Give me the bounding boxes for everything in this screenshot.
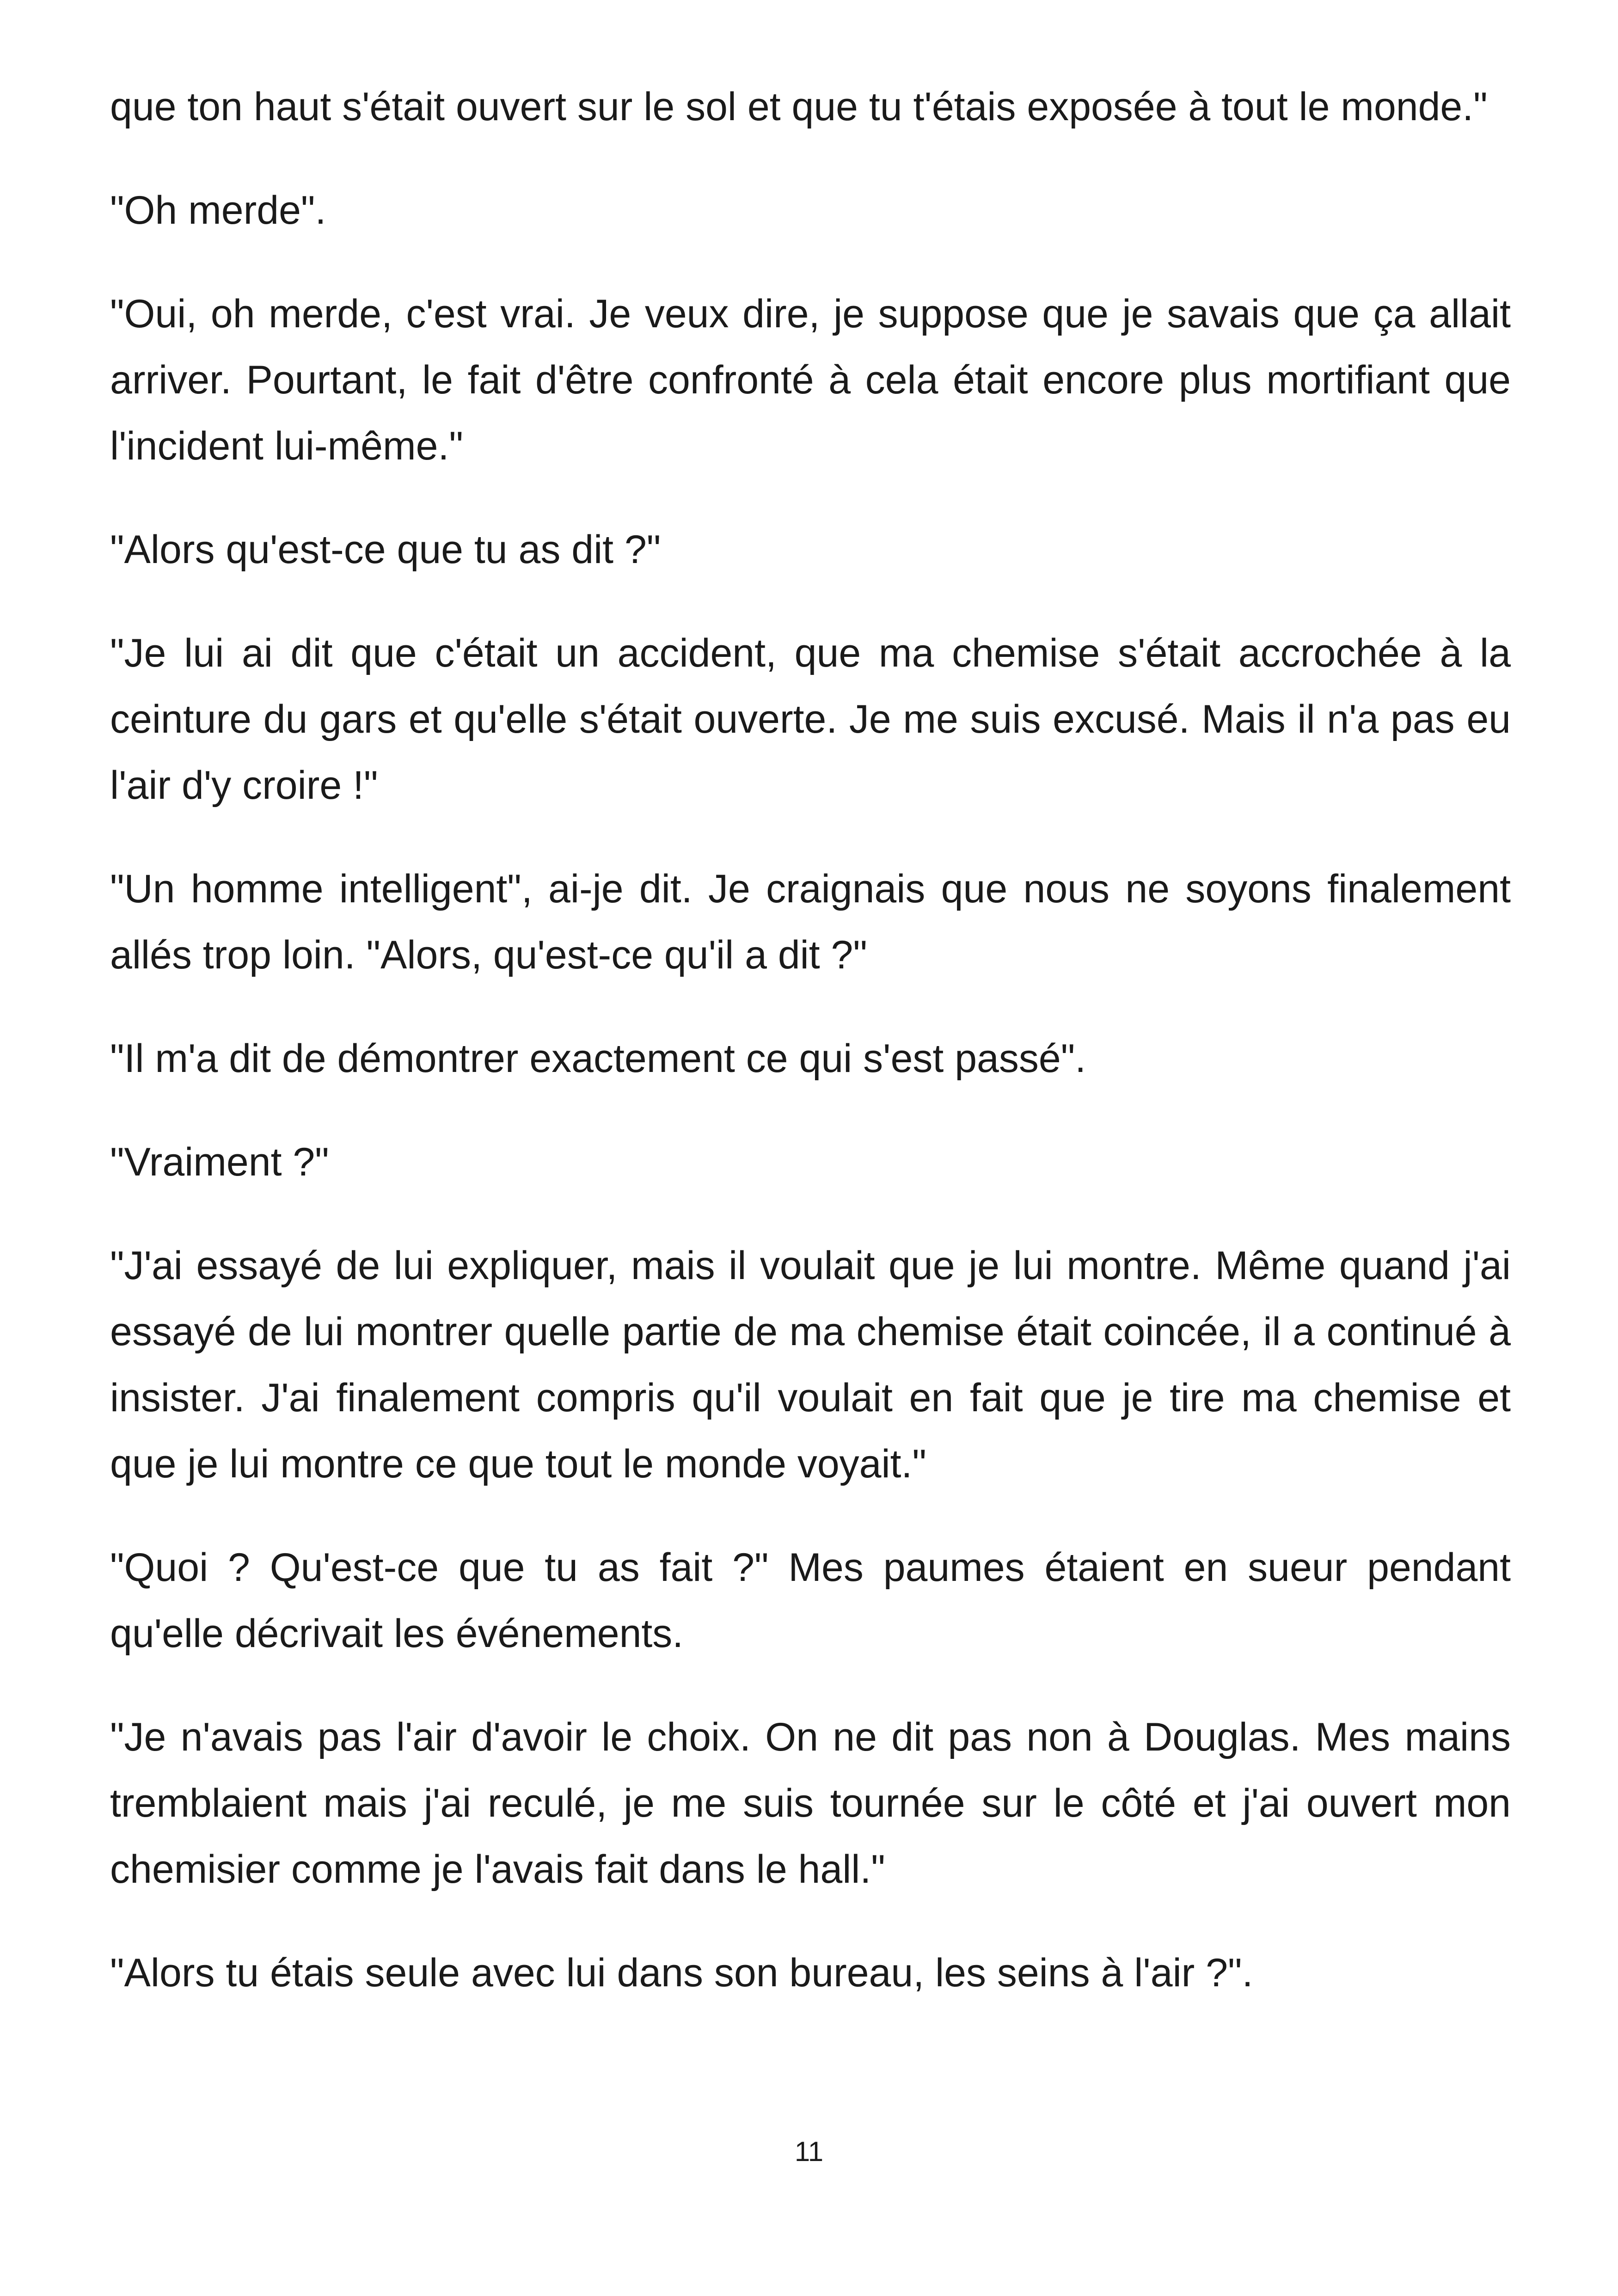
paragraph-1: que ton haut s'était ouvert sur le sol et que tu t'étais exposée à tout le monde." bbox=[110, 85, 1488, 129]
page-number: 11 bbox=[794, 2136, 824, 2167]
paragraph-2: "Oh merde". bbox=[110, 188, 326, 233]
paragraph-4: "Alors qu'est-ce que tu as dit ?" bbox=[110, 527, 661, 572]
paragraph-11: "Je n'avais pas l'air d'avoir le choix. On ne dit pas non à Douglas. Mes mains tremblaient mais j'ai reculé, je me suis tournée sur le côté et j'ai ouvert mon chemisier comme je l'avais fait dans le hall." bbox=[110, 1715, 1511, 1892]
paragraph-8: "Vraiment ?" bbox=[110, 1140, 329, 1184]
paragraph-10: "Quoi ? Qu'est-ce que tu as fait ?" Mes paumes étaient en sueur pendant qu'elle décrivait les événements. bbox=[110, 1545, 1511, 1656]
paragraph-5: "Je lui ai dit que c'était un accident, que ma chemise s'était accrochée à la ceinture du gars et qu'elle s'était ouverte. Je me suis excusé. Mais il n'a pas eu l'air d'y croire !" bbox=[110, 631, 1511, 808]
paragraph-9: "J'ai essayé de lui expliquer, mais il voulait que je lui montre. Même quand j'ai essayé de lui montrer quelle partie de ma chemise était coincée, il a continué à insister. J'ai finalement compris qu'il voulait en fait que je tire ma chemise et que je lui montre ce que tout le monde voyait." bbox=[110, 1243, 1511, 1486]
paragraph-3: "Oui, oh merde, c'est vrai. Je veux dire, je suppose que je savais que ça allait arriver. Pourtant, le fait d'être confronté à cela était encore plus mortifiant que l'incident lui-même." bbox=[110, 292, 1511, 468]
paragraph-12: "Alors tu étais seule avec lui dans son bureau, les seins à l'air ?". bbox=[110, 1951, 1253, 1995]
body-text bbox=[110, 74, 1511, 2044]
paragraph-6: "Un homme intelligent", ai-je dit. Je craignais que nous ne soyons finalement allés trop loin. "Alors, qu'est-ce qu'il a dit ?" bbox=[110, 867, 1511, 977]
paragraph-7: "Il m'a dit de démontrer exactement ce qui s'est passé". bbox=[110, 1036, 1086, 1081]
